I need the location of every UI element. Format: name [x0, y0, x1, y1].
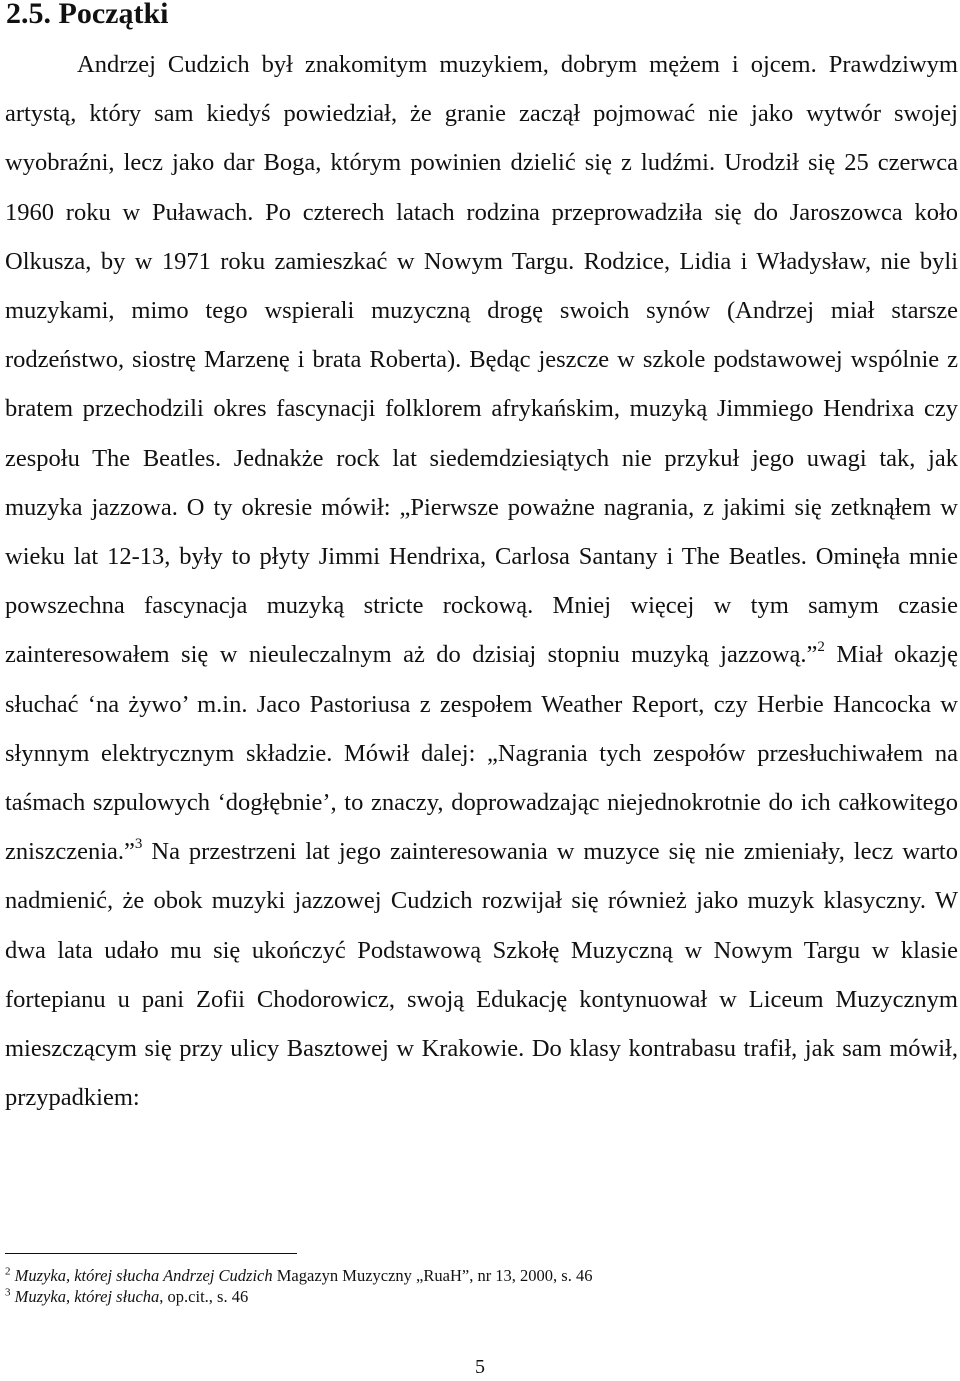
body-text-part-1: Andrzej Cudzich był znakomitym muzykiem, dobrym mężem i ojcem. Prawdziwym artystą, który sam kiedyś powiedział, że granie zaczął pojmować nie jako wytwór swojej wyobraźni, lecz jako dar Boga, którym powinien dzielić się z ludźmi. Urodził się 25 czerwca 1960 roku w Puławach. Po czterech latach rodzina przeprowadziła się do Jaroszowca koło Olkusza, by w 1971 roku zamieszkać w Nowym Targu. Rodzice, Lidia i Władysław, nie byli muzykami, mimo tego wspierali muzyczną drogę swoich synów (Andrzej miał starsze rodzeństwo, siostrę Marzenę i brata Roberta). Będąc jeszcze w szkole podstawowej wspólnie z bratem przechodzili okres fascynacji folklorem afrykańskim, muzyką Jimmiego Hendrixa czy zespołu The Beatles. Jednakże rock lat siedemdziesiątych nie przykuł jego uwagi tak, jak muzyka jazzowa. O ty okresie mówił: „Pierwsze poważne nagrania, z jakimi się zetknąłem w wieku lat 12-13, były to płyty Jimmi Hendrixa, Carlosa Santany i The Beatles. Ominęła mnie powszechna fascynacja muzyką stricte rockową. Mniej więcej w tym samym czasie zainteresowałem się w nieuleczalnym aż do dzisiaj stopniu muzyką jazzową.”	[5, 51, 958, 669]
footnote-reference[interactable]: 2	[817, 639, 825, 656]
section-heading: 2.5. Początki	[6, 0, 169, 30]
footnote-reference[interactable]: 3	[134, 836, 143, 853]
body-text-part-2: Miał okazję słuchać ‘na żywo’ m.in. Jaco Pastoriusa z zespołem Weather Report, czy Herbie Hancocka w słynnym elektrycznym składzie. Mówił dalej: „Nagrania tych zespołów przesłuchiwałem na taśmach szpulowych ‘dogłębnie’, to znaczy, doprowadzając niejednokrotnie do ich całkowitego zniszczenia.”	[5, 641, 958, 866]
footnote	[5, 1287, 248, 1307]
footnote-number: 2	[5, 1265, 11, 1278]
footnote-text: Magazyn Muzyczny „RuaH”, nr 13, 2000, s. 46	[272, 1266, 593, 1285]
footnote-title: Muzyka, której słucha	[14, 1287, 160, 1306]
footnote-title: Muzyka, której słucha Andrzej Cudzich	[14, 1266, 273, 1285]
body-paragraph	[5, 40, 958, 1122]
footnote-text: , op.cit., s. 46	[159, 1287, 249, 1306]
footnote	[5, 1266, 592, 1286]
footnote-number: 3	[5, 1286, 11, 1299]
footnote-separator	[5, 1253, 297, 1254]
page-number: 5	[475, 1356, 485, 1378]
body-text-part-3: Na przestrzeni lat jego zainteresowania w muzyce się nie zmieniały, lecz warto nadmienić, że obok muzyki jazzowej Cudzich rozwijał się również jako muzyk klasyczny. W dwa lata udało mu się ukończyć Podstawową Szkołę Muzyczną w Nowym Targu w klasie fortepianu u pani Zofii Chodorowicz, swoją Edukację kontynuował w Liceum Muzycznym mieszczącym się przy ulicy Basztowej w Krakowie. Do klasy kontrabasu trafił, jak sam mówił, przypadkiem:	[5, 838, 958, 1112]
